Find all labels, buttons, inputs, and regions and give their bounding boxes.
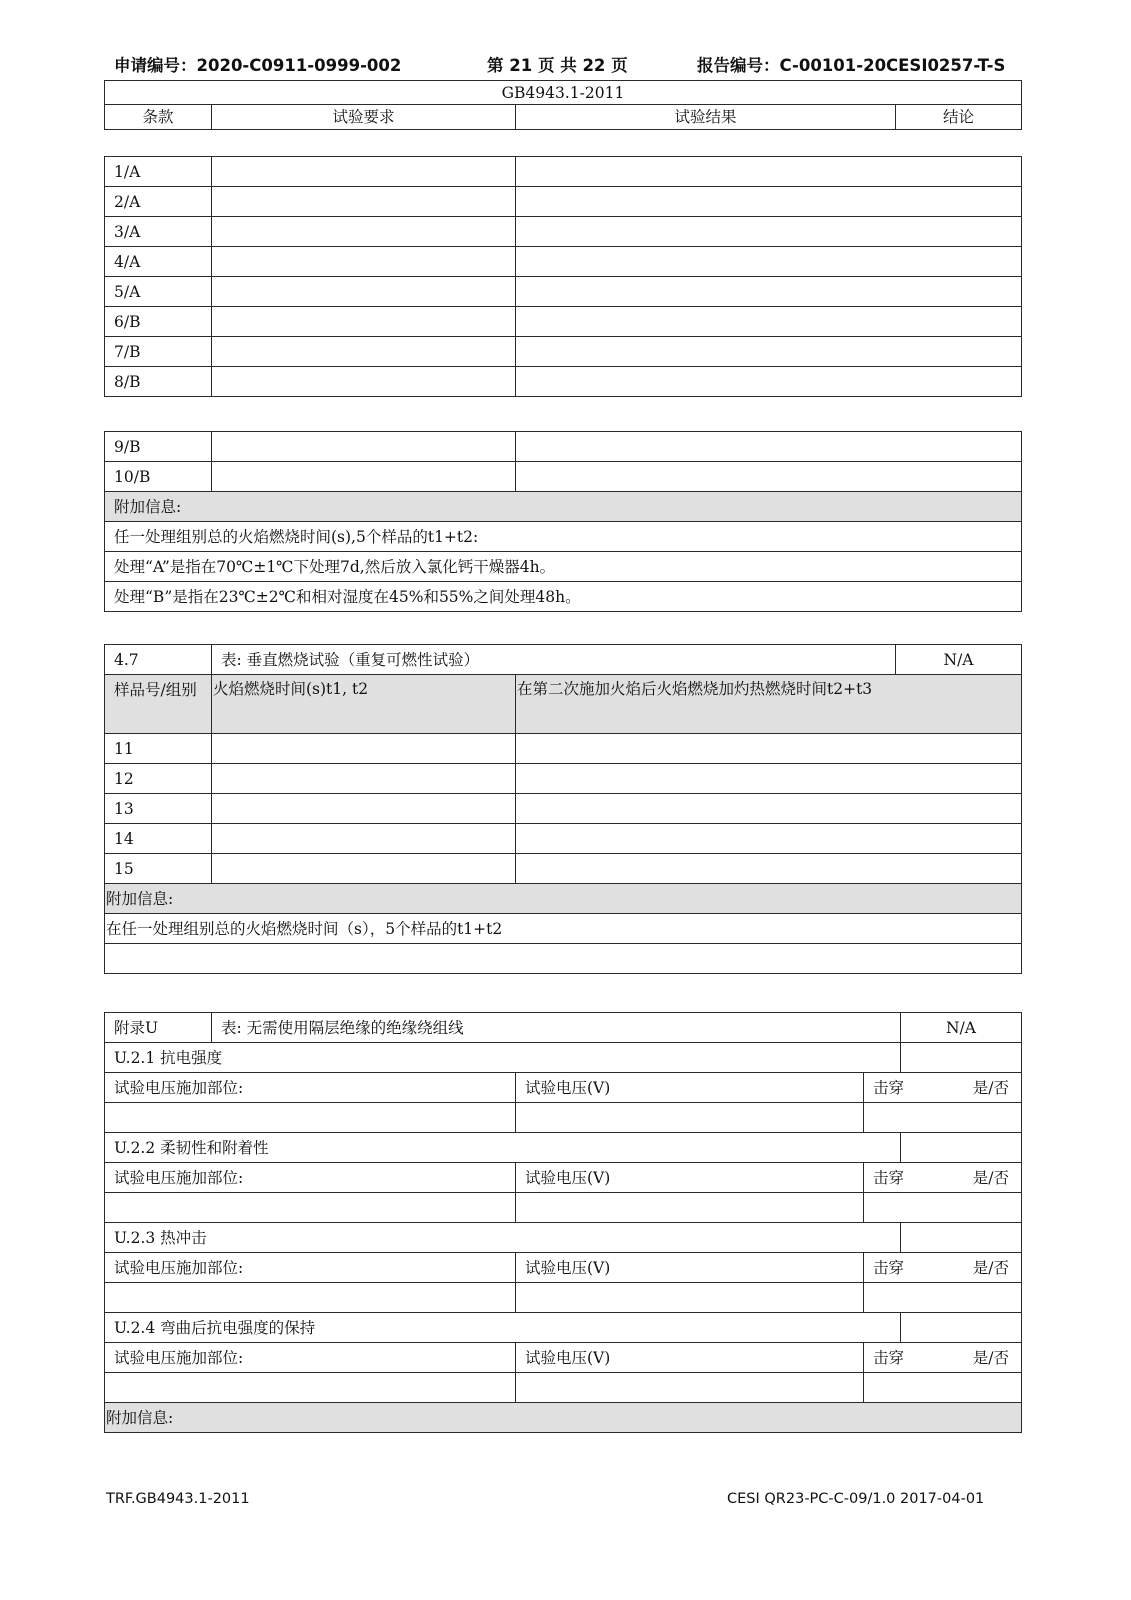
application-number: 申请编号：2020-C0911-0999-002 xyxy=(114,56,402,75)
col-requirement: 试验要求 xyxy=(212,105,516,130)
page-indicator: 第 21 页 共 22 页 xyxy=(487,56,628,75)
col-flame-time: 火焰燃烧时间(s)t1, t2 xyxy=(212,675,516,734)
table-row xyxy=(105,432,1022,462)
yes-no-label: 是/否 xyxy=(972,1258,1009,1277)
info-line: 任一处理组别总的火焰燃烧时间(s),5个样品的t1+t2: xyxy=(105,522,1022,552)
verdict: N/A xyxy=(901,1013,1022,1043)
voltage-label: 试验电压(V) xyxy=(516,1163,864,1193)
sample-id: 12 xyxy=(105,764,212,794)
clause-number: 4.7 xyxy=(105,645,212,675)
col-afterflame-time: 在第二次施加火焰后火焰燃烧加灼热燃烧时间t2+t3 xyxy=(516,675,1022,734)
info-label: 附加信息: xyxy=(105,1403,1022,1433)
col-verdict: 结论 xyxy=(896,105,1022,130)
yes-no-label: 是/否 xyxy=(972,1078,1009,1097)
col-sample-group: 样品号/组别 xyxy=(105,675,212,734)
voltage-label: 试验电压(V) xyxy=(516,1343,864,1373)
footer-form-id: TRF.GB4943.1-2011 xyxy=(106,1491,250,1507)
section-title: U.2.1 抗电强度 xyxy=(105,1043,901,1073)
table-row xyxy=(105,277,1022,307)
info-line: 处理“B”是指在23℃±2℃和相对湿度在45%和55%之间处理48h。 xyxy=(105,582,1022,612)
sample-id: 4/A xyxy=(105,247,212,277)
table-row xyxy=(105,734,1022,764)
location-label: 试验电压施加部位: xyxy=(105,1163,516,1193)
table-row xyxy=(105,854,1022,884)
voltage-label: 试验电压(V) xyxy=(516,1073,864,1103)
sample-id: 8/B xyxy=(105,367,212,397)
table-row xyxy=(105,337,1022,367)
section-title: U.2.2 柔韧性和附着性 xyxy=(105,1133,901,1163)
standard-title: GB4943.1-2011 xyxy=(105,81,1022,105)
yes-no-label: 是/否 xyxy=(972,1348,1009,1367)
table-row xyxy=(105,157,1022,187)
sample-id: 11 xyxy=(105,734,212,764)
sample-id: 14 xyxy=(105,824,212,854)
table-row xyxy=(105,217,1022,247)
clause-number: 附录U xyxy=(105,1013,212,1043)
table-row xyxy=(105,794,1022,824)
sample-table-b xyxy=(104,431,1022,612)
info-line: 在任一处理组别总的火焰燃烧时间（s），5个样品的t1+t2 xyxy=(105,914,1022,944)
col-clause: 条款 xyxy=(105,105,212,130)
table-title: 表: 垂直燃烧试验（重复可燃性试验） xyxy=(212,645,896,675)
breakdown-label: 击穿 xyxy=(873,1348,905,1367)
yes-no-label: 是/否 xyxy=(972,1168,1009,1187)
table-row xyxy=(105,764,1022,794)
sample-id: 15 xyxy=(105,854,212,884)
voltage-label: 试验电压(V) xyxy=(516,1253,864,1283)
breakdown-label: 击穿 xyxy=(873,1258,905,1277)
appendix-u-table xyxy=(104,1012,1022,1433)
info-label: 附加信息: xyxy=(105,884,1022,914)
location-label: 试验电压施加部位: xyxy=(105,1253,516,1283)
table-row xyxy=(105,824,1022,854)
sample-id: 10/B xyxy=(105,462,212,492)
location-label: 试验电压施加部位: xyxy=(105,1343,516,1373)
table-row xyxy=(105,367,1022,397)
sample-id: 13 xyxy=(105,794,212,824)
sample-id: 7/B xyxy=(105,337,212,367)
column-header-table xyxy=(104,80,1022,130)
sample-id: 2/A xyxy=(105,187,212,217)
section-title: U.2.3 热冲击 xyxy=(105,1223,901,1253)
vertical-burning-table xyxy=(104,644,1022,974)
verdict: N/A xyxy=(896,645,1022,675)
footer-doc-version: CESI QR23-PC-C-09/1.0 2017-04-01 xyxy=(727,1491,985,1507)
location-label: 试验电压施加部位: xyxy=(105,1073,516,1103)
sample-id: 5/A xyxy=(105,277,212,307)
info-line: 处理“A”是指在70℃±1℃下处理7d,然后放入氯化钙干燥器4h。 xyxy=(105,552,1022,582)
breakdown-label: 击穿 xyxy=(873,1078,905,1097)
table-row xyxy=(105,462,1022,492)
sample-table-a xyxy=(104,156,1022,397)
section-title: U.2.4 弯曲后抗电强度的保持 xyxy=(105,1313,901,1343)
col-result: 试验结果 xyxy=(516,105,896,130)
sample-id: 1/A xyxy=(105,157,212,187)
table-row xyxy=(105,247,1022,277)
report-number: 报告编号：C-00101-20CESI0257-T-S xyxy=(697,56,1006,75)
sample-id: 6/B xyxy=(105,307,212,337)
sample-id: 3/A xyxy=(105,217,212,247)
sample-id: 9/B xyxy=(105,432,212,462)
breakdown-label: 击穿 xyxy=(873,1168,905,1187)
info-label: 附加信息: xyxy=(105,492,1022,522)
table-row xyxy=(105,187,1022,217)
table-title: 表: 无需使用隔层绝缘的绝缘绕组线 xyxy=(212,1013,901,1043)
table-row xyxy=(105,307,1022,337)
